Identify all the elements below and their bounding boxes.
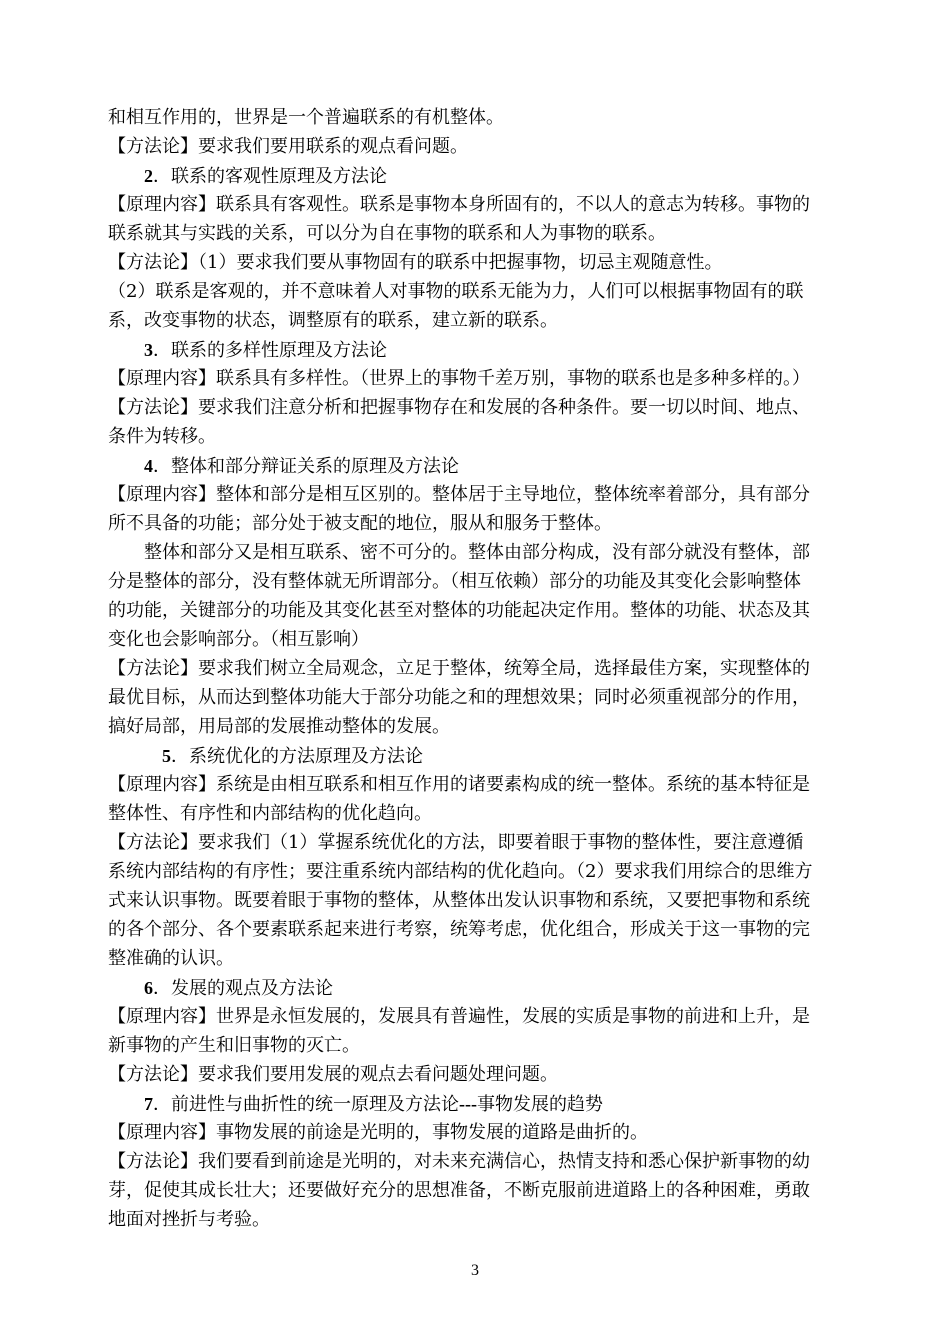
section-heading: 6．发展的观点及方法论 xyxy=(144,978,333,999)
text-line: 分是整体的部分，没有整体就无所谓部分。（相互依赖）部分的功能及其变化会影响整体 xyxy=(108,571,801,592)
text-line: 【原理内容】联系具有多样性。（世界上的事物千差万别，事物的联系也是多种多样的。） xyxy=(108,368,810,389)
text-line: 的功能，关键部分的功能及其变化甚至对整体的功能起决定作用。整体的功能、状态及其 xyxy=(108,600,810,621)
section-number: 2 xyxy=(144,166,153,186)
section-title: 联系的多样性原理及方法论 xyxy=(171,340,387,361)
text-line: 【方法论】要求我们注意分析和把握事物存在和发展的各种条件。要一切以时间、地点、 xyxy=(108,397,810,418)
text-line: 式来认识事物。既要着眼于事物的整体，从整体出发认识事物和系统，又要把事物和系统 xyxy=(108,890,810,911)
text-line: 【原理内容】联系具有客观性。联系是事物本身所固有的，不以人的意志为转移。事物的 xyxy=(108,194,810,215)
text-line: 【原理内容】整体和部分是相互区别的。整体居于主导地位，整体统率着部分，具有部分 xyxy=(108,484,810,505)
section-number: 4 xyxy=(144,456,153,476)
text-line: 和相互作用的，世界是一个普遍联系的有机整体。 xyxy=(108,107,504,128)
section-title: 整体和部分辩证关系的原理及方法论 xyxy=(171,456,459,477)
text-line: 【方法论】要求我们（1）掌握系统优化的方法，即要着眼于事物的整体性，要注意遵循 xyxy=(108,832,804,853)
text-line: 最优目标，从而达到整体功能大于部分功能之和的理想效果；同时必须重视部分的作用， xyxy=(108,687,810,708)
text-line: 【方法论】要求我们要用联系的观点看问题。 xyxy=(108,136,468,157)
text-line: 整体和部分又是相互联系、密不可分的。整体由部分构成，没有部分就没有整体，部 xyxy=(144,542,810,563)
section-number: 5 xyxy=(162,746,171,766)
text-line: 联系就其与实践的关系，可以分为自在事物的联系和人为事物的联系。 xyxy=(108,223,666,244)
text-line: 系，改变事物的状态，调整原有的联系，建立新的联系。 xyxy=(108,310,558,331)
section-number: 3 xyxy=(144,340,153,360)
text-line: 【原理内容】世界是永恒发展的，发展具有普遍性，发展的实质是事物的前进和上升，是 xyxy=(108,1006,810,1027)
section-heading: 3．联系的多样性原理及方法论 xyxy=(144,340,387,361)
text-line: 【原理内容】系统是由相互联系和相互作用的诸要素构成的统一整体。系统的基本特征是 xyxy=(108,774,810,795)
text-line: 【原理内容】事物发展的前途是光明的，事物发展的道路是曲折的。 xyxy=(108,1122,648,1143)
text-line: 搞好局部，用局部的发展推动整体的发展。 xyxy=(108,716,450,737)
text-line: 变化也会影响部分。（相互影响） xyxy=(108,629,369,650)
text-line: 整准确的认识。 xyxy=(108,948,234,969)
page-number: 3 xyxy=(471,1262,479,1279)
text-line: 【方法论】我们要看到前途是光明的，对未来充满信心，热情支持和悉心保护新事物的幼 xyxy=(108,1151,810,1172)
section-subtitle: 事物发展的趋势 xyxy=(476,1094,603,1115)
text-line: （2）联系是客观的，并不意味着人对事物的联系无能为力，人们可以根据事物固有的联 xyxy=(108,281,804,302)
section-number: 7 xyxy=(144,1094,153,1114)
section-heading: 2．联系的客观性原理及方法论 xyxy=(144,166,387,187)
section-dash: --- xyxy=(459,1094,477,1114)
text-line: 【方法论】要求我们要用发展的观点去看问题处理问题。 xyxy=(108,1064,558,1085)
text-line: 的各个部分、各个要素联系起来进行考察，统筹考虑，优化组合，形成关于这一事物的完 xyxy=(108,919,810,940)
text-line: 【方法论】（1）要求我们要从事物固有的联系中把握事物，切忌主观随意性。 xyxy=(108,252,723,273)
section-heading: 5．系统优化的方法原理及方法论 xyxy=(162,746,423,767)
text-line: 芽，促使其成长壮大；还要做好充分的思想准备，不断克服前进道路上的各种困难，勇敢 xyxy=(108,1180,810,1201)
section-heading: 7．前进性与曲折性的统一原理及方法论---事物发展的趋势 xyxy=(144,1094,603,1115)
section-heading: 4．整体和部分辩证关系的原理及方法论 xyxy=(144,456,459,477)
text-line: 系统内部结构的有序性；要注重系统内部结构的优化趋向。（2）要求我们用综合的思维方 xyxy=(108,861,813,882)
text-line: 地面对挫折与考验。 xyxy=(108,1209,270,1230)
section-title: 联系的客观性原理及方法论 xyxy=(171,166,387,187)
section-number: 6 xyxy=(144,978,153,998)
section-title: 系统优化的方法原理及方法论 xyxy=(189,746,423,767)
text-line: 所不具备的功能；部分处于被支配的地位，服从和服务于整体。 xyxy=(108,513,612,534)
text-line: 整体性、有序性和内部结构的优化趋向。 xyxy=(108,803,432,824)
section-title: 发展的观点及方法论 xyxy=(171,978,333,999)
text-line: 条件为转移。 xyxy=(108,426,216,447)
text-line: 【方法论】要求我们树立全局观念，立足于整体，统筹全局，选择最佳方案，实现整体的 xyxy=(108,658,810,679)
text-line: 新事物的产生和旧事物的灭亡。 xyxy=(108,1035,360,1056)
section-title: 前进性与曲折性的统一原理及方法论 xyxy=(171,1094,459,1115)
